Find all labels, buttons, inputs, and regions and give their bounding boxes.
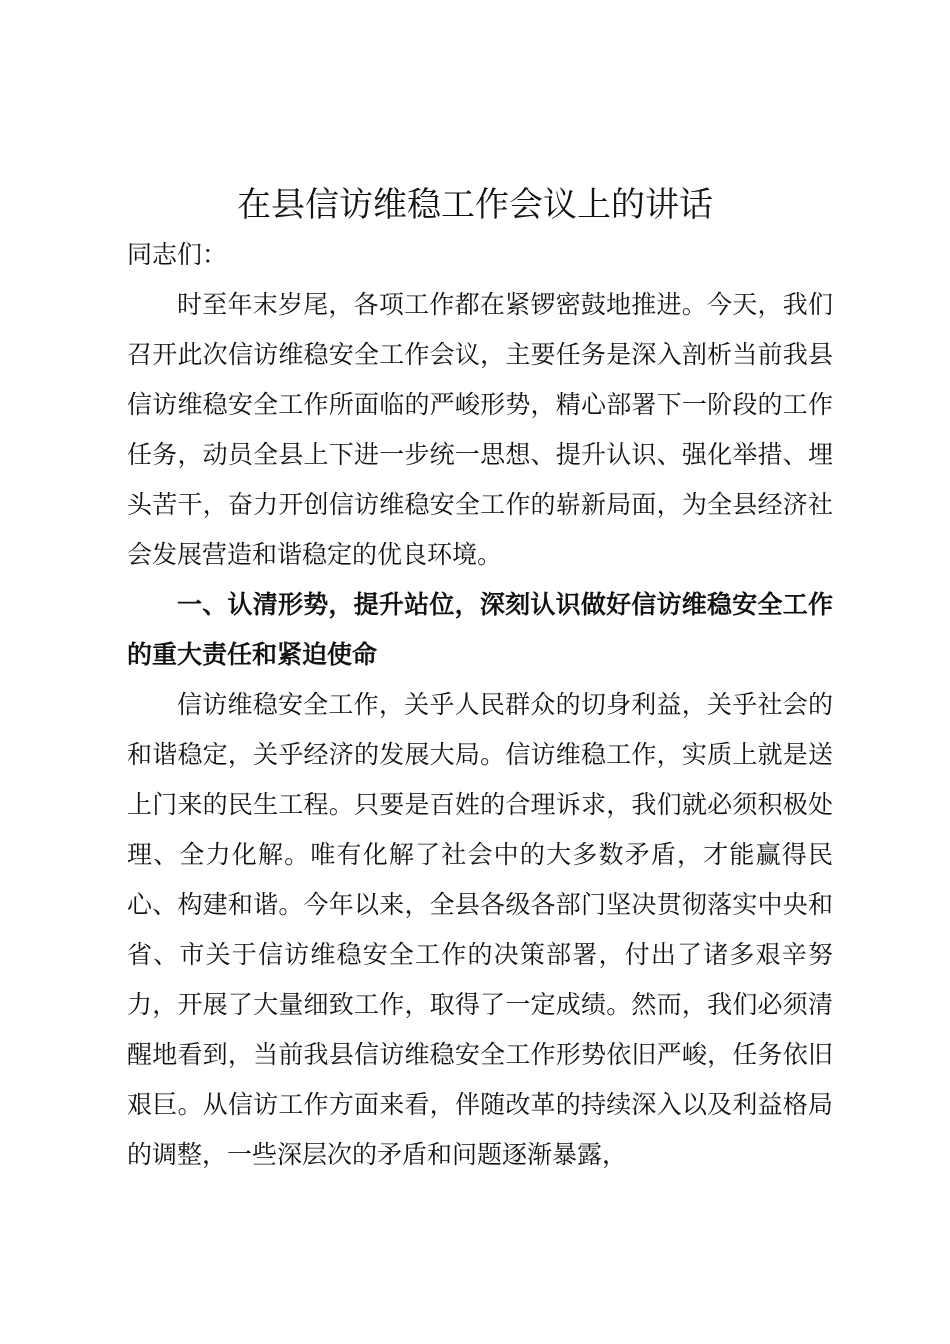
document-body	[127, 230, 833, 1180]
paragraph-section-1: 信访维稳安全工作，关乎人民群众的切身利益，关乎社会的和谐稳定，关乎经济的发展大局。信访维稳工作，实质上就是送上门来的民生工程。只要是百姓的合理诉求，我们就必须积极处理、全力化解。唯有化解了社会中的大多数矛盾，才能赢得民心、构建和谐。今年以来，全县各级各部门坚决贯彻落实中央和省、市关于信访维稳安全工作的决策部署，付出了诸多艰辛努力，开展了大量细致工作，取得了一定成绩。然而，我们必须清醒地看到，当前我县信访维稳安全工作形势依旧严峻，任务依旧艰巨。从信访工作方面来看，伴随改革的持续深入以及利益格局的调整，一些深层次的矛盾和问题逐渐暴露，	[127, 690, 833, 1169]
document-title: 在县信访维稳工作会议上的讲话	[237, 185, 713, 225]
paragraph-intro: 时至年末岁尾，各项工作都在紧锣密鼓地推进。今天，我们召开此次信访维稳安全工作会议，主要任务是深入剖析当前我县信访维稳安全工作所面临的严峻形势，精心部署下一阶段的工作任务，动员全县上下进一步统一思想、提升认识、强化举措、埋头苦干，奋力开创信访维稳安全工作的崭新局面，为全县经济社会发展营造和谐稳定的优良环境。	[127, 290, 833, 569]
salutation: 同志们：	[127, 240, 228, 269]
section-heading-1: 一、认清形势，提升站位，深刻认识做好信访维稳安全工作的重大责任和紧迫使命	[127, 590, 833, 669]
